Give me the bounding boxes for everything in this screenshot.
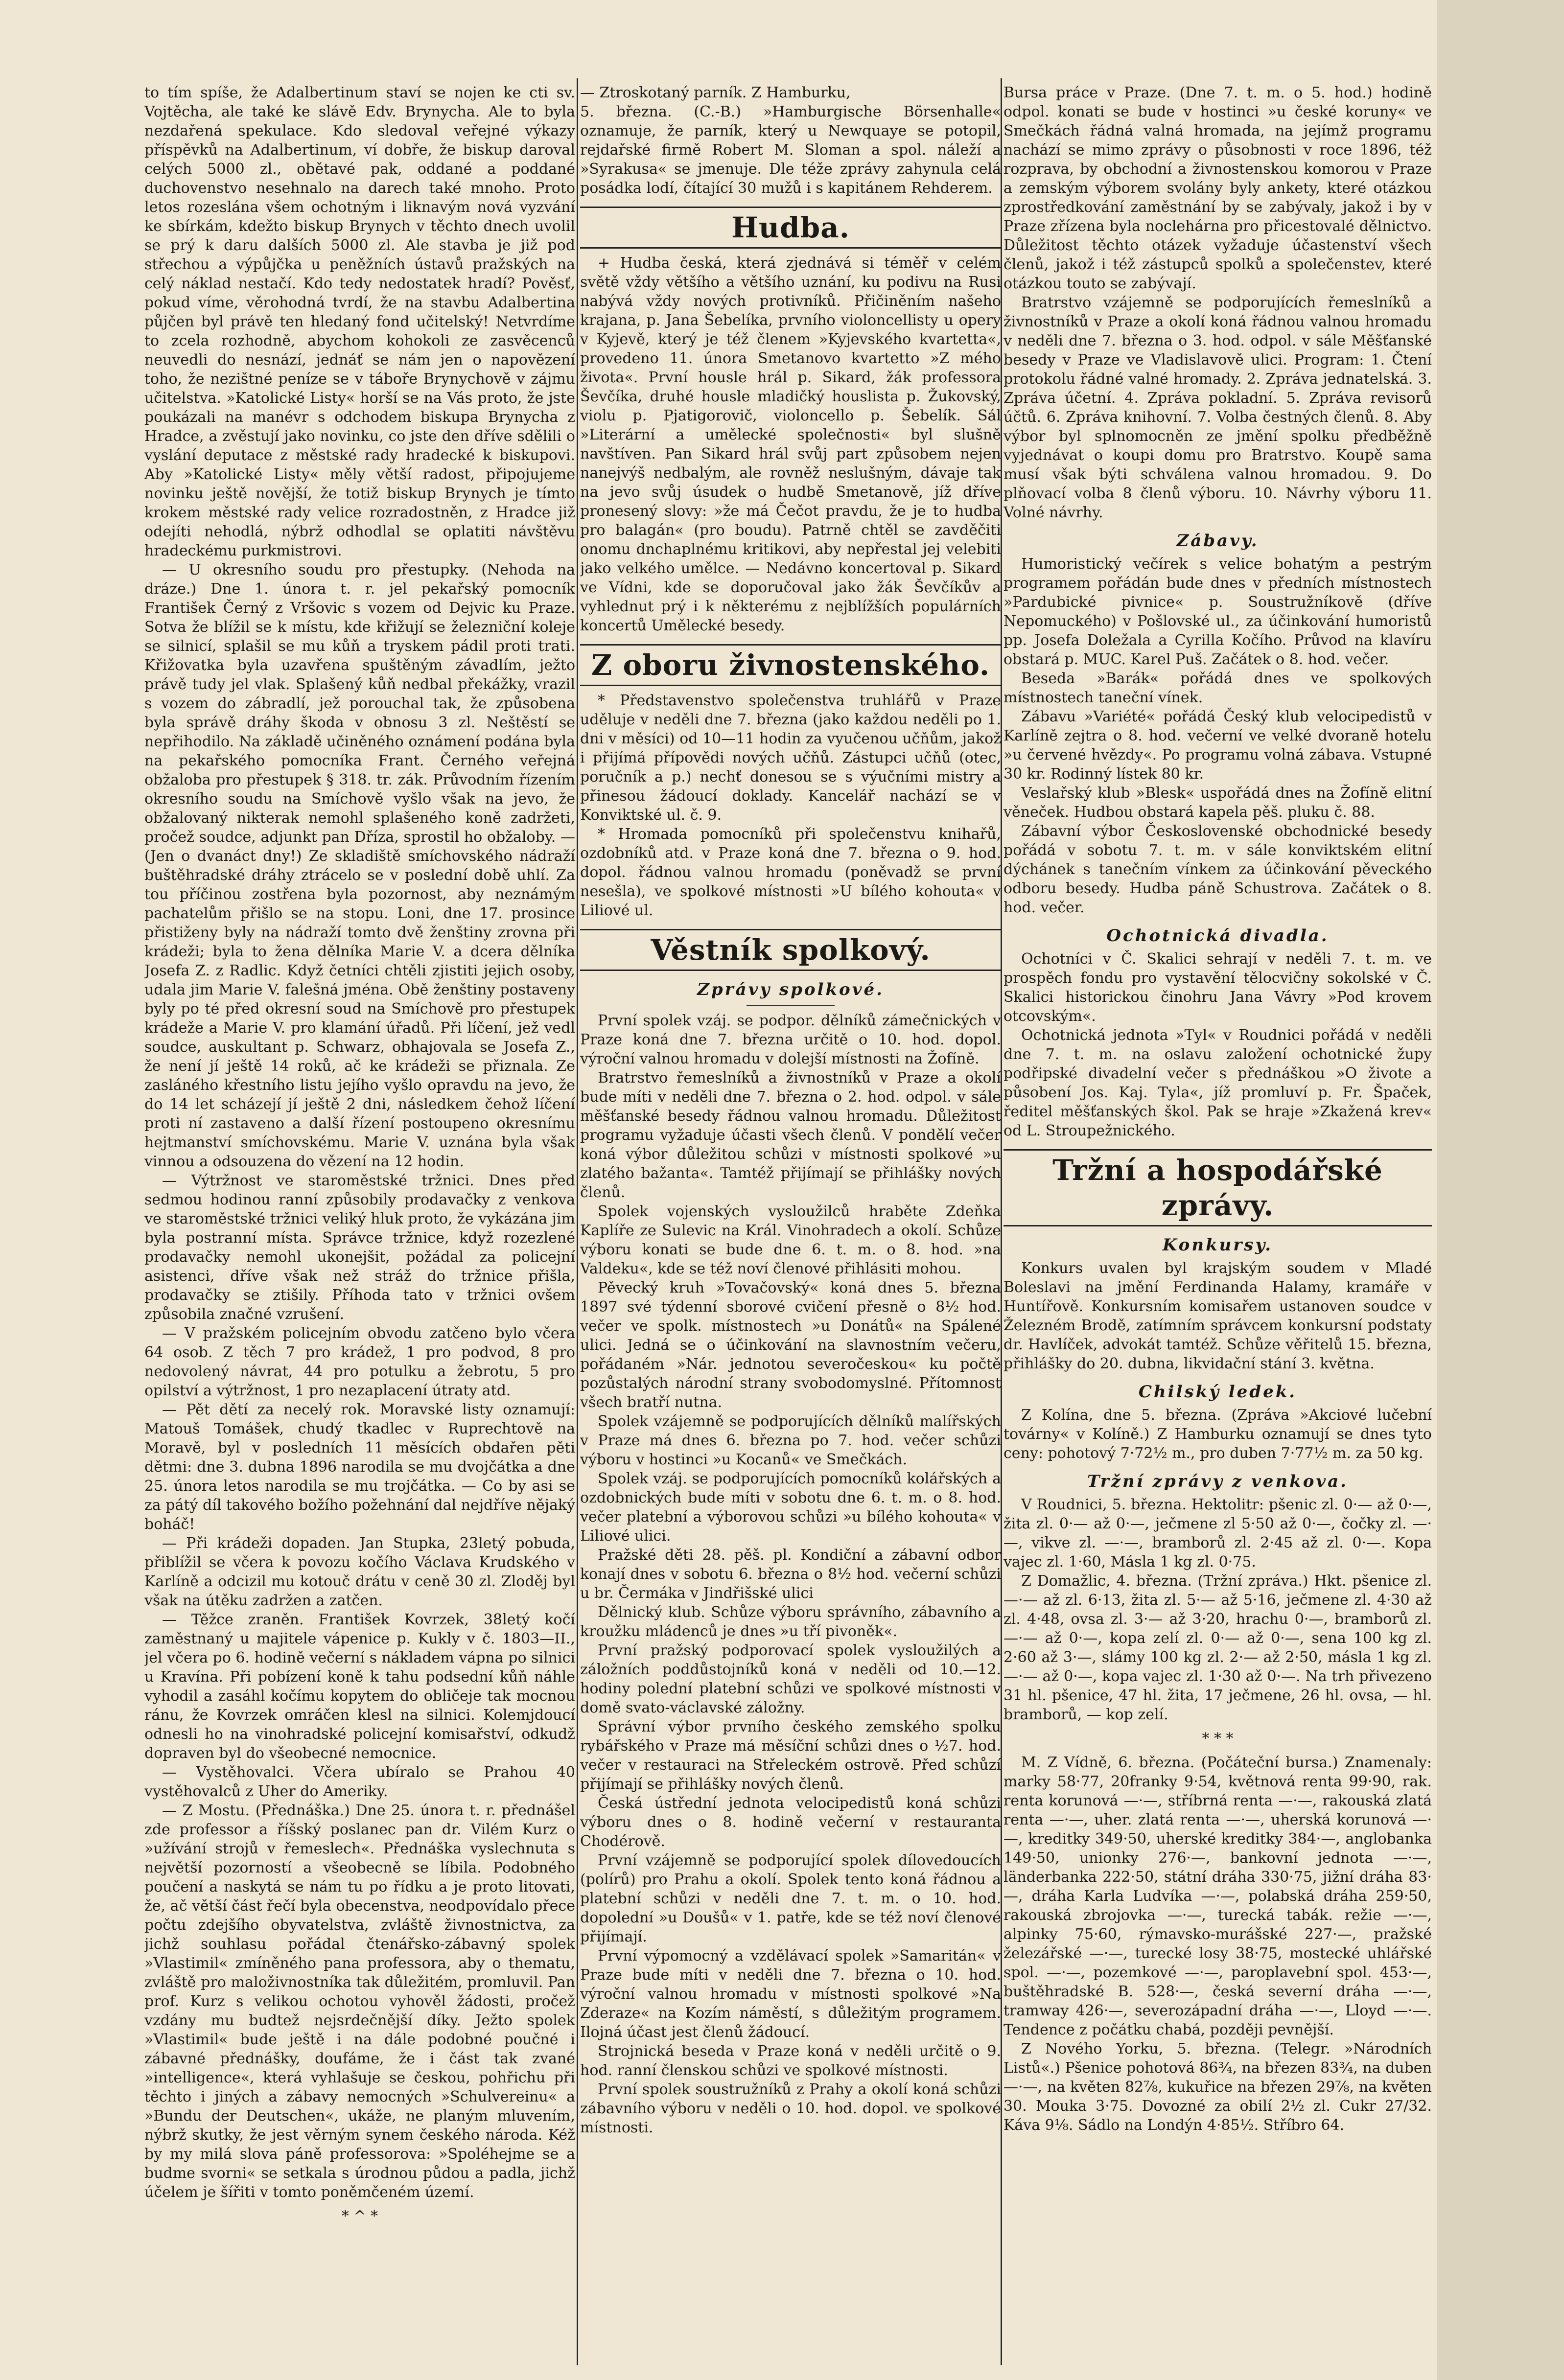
article-paragraph: V Roudnici, 5. března. Hektolitr: pšenic zl. 0·— až 0·—, žita zl. 0·— až 0·—, ječmene zl 5·50 až 0·—, čočky zl. —·—, vikve zl. —·—, bramborů zl. 2·45 až zl. 0·—. Kopa vajec zl. 1·60, Másla 1 kg zl. 0·75. <box>1004 1496 1432 1571</box>
section-separator-stars: * * * <box>1202 1730 1234 1747</box>
article-paragraph: 5. března. (C.-B.) »Hamburgische Börsenhalle« oznamuje, že parník, který u Newquaye se potopil, rejdařské firmě Robert M. Sloman a spol. náleží a »Syrakusa« se jmenuje. Dle téže zprávy zahynula celá posádka lodí, čítající 30 mužů i s kapitánem Rehderem. <box>580 103 1001 197</box>
article-paragraph: Dělnický klub. Schůze výboru správního, zábavního a kroužku mládenců je dnes »u tří pivoněk«. <box>580 1604 1001 1640</box>
article-paragraph: * Hromada pomocníků při společenstvu knihařů, ozdobníků atd. v Praze koná dne 7. března o 9. hod. dopol. řádnou valnou hromadu (poněvadž se první nesešla), ve spolkové místnosti »U bílého kohouta« v Liliové ul. <box>580 826 1001 919</box>
page-margin-edge <box>1437 0 1564 2380</box>
article-paragraph: Spolek vojenských vysloužilců hraběte Zdeňka Kaplíře ze Sulevic na Král. Vinohradech a okolí. Schůze výboru konati se bude dne 6. t. m. o 8. hod. »na Valdeku«, kde se též noví členové přihlásiti mohou. <box>580 1203 1001 1277</box>
article-paragraph: — Ztroskotaný parník. Z Hamburku, <box>580 84 851 101</box>
article-paragraph: Beseda »Barák« pořádá dnes ve spolkových místnostech taneční vínek. <box>1004 670 1432 706</box>
article-paragraph: První spolek vzáj. se podpor. dělníků zámečnických v Praze koná dne 7. března určitě o 10. hod. dopol. výroční valnou hromadu v dolejší místnosti na Žofíně. <box>580 1012 1001 1067</box>
short-divider <box>747 1005 835 1006</box>
article-paragraph: Česká ústřední jednota velocipedistů koná schůzi výboru dnes o 8. hodině večerní v restauranta Chodérově. <box>580 1795 1001 1850</box>
article-paragraph: — Z Mostu. (Přednáška.) Dne 25. února t. r. přednášel zde professor a říšský poslanec pan dr. Vilém Kurz o »užívání strojů v řemeslech«. Přednáška vyslechnuta s největší pozorností a všeobecně se líbila. Podobného poučení a naskytá se nám tu po řídku a je proto litovati, že, ač větší část řečí byla obecenstva, neodpovídalo přece počtu zdejšího obyvatelstva, zvláště živnostnictva, za jichž souhlasu pořádal čtenářsko-zábavný spolek »Vlastimil« zmíněného pana professora, aby o thematu, zvláště pro maloživnostníka tak důležitém, promluvil. Pan prof. Kurz s velikou ochotou vyhověl žádosti, pročež vzdány mu budtež nejsrdečnější díky. Ježto spolek »Vlastimil« bude ještě i na dále podobné poučné i zábavné přednášky, doufáme, že i část tak zvané »intelligence«, která vyhlašuje se českou, pohřichu při těchto i jiných a zábavy nemocných »Schulvereinu« a »Bundu der Deutschen«, ukáže, ne planým mluvením, nýbrž skutky, že jest věrným synem českého národa. Kéž by my milá slova páně professorova: »Spoléhejme se a budme svorni« se setkala s úrodnou půdou a padla, jichž účelem je šířiti v tomto poněmčeném území. <box>144 1802 575 2201</box>
article-paragraph: Bratrstvo řemeslníků a živnostníků v Praze a okolí bude míti v neděli dne 7. března o 2. hod. odpol. v sále měšťanské besedy řádnou valnou hromadu. Důležitost programu vyžaduje účasti všech členů. V pondělí večer koná výbor důležitou schůzi v místnosti spolkové »u zlatého bažanta«. Tamtéž přijímají se přihlášky nových členů. <box>580 1069 1001 1201</box>
subheading-zpravy-spolkove: Zprávy spolkové. <box>697 980 884 999</box>
article-paragraph: Z Nového Yorku, 5. března. (Telegr. »Národních Listů«.) Pšenice pohotová 86¾, na březen 83¾, na duben —·—, na květen 82⅞, kukuřice na březen 29⅞, na květen 30. Mouka 3·75. Dovozné za obilí 2½ zl. Cukr 27/32. Káva 9⅛. Sádlo na Londýn 4·85½. Stříbro 64. <box>1004 2040 1432 2134</box>
article-paragraph: M. Z Vídně, 6. března. (Počáteční bursa.) Znamenaly: marky 58·77, 20franky 9·54, květnová renta 99·90, rak. renta korunová —·—, stříbrná renta —·—, rakouská zlatá renta —·—, uher. zlatá renta —·—, uherská korunová —·—, kreditky 349·50, uherské kreditky 384·—, anglobanka 149·50, unionky 276·—, bankovní jednota —·—, länderbanka 222·50, státní dráha 330·75, jižní dráha 83·—, dráha Karla Ludvíka —·—, polabská dráha 259·50, rakouská zbrojovka —·—, turecká tabák. režie —·—, alpinky 75·60, rýmavsko-murášské 227·—, pražské železářské —·—, turecké losy 38·75, mostecké uhlářské spol. —·—, pozemkové —·—, paroplavební spol. 453·—, buštěhradské B. 528·—, česká severní dráha —·—, tramway 426·—, severozápadní dráha —·—, Lloyd —·—. Tendence z počátku chabá, později pevnější. <box>1004 1754 1432 2038</box>
article-paragraph: — U okresního soudu pro přestupky. (Nehoda na dráze.) Dne 1. února t. r. jel pekařský pomocník František Černý z Vršovic s vozem od Dejvic ku Praze. Sotva že blížil se k místu, kde křižují se železniční koleje se silnicí, splašil se mu kůň a tryskem pádil proti trati. Křižovatka byla uzavřena spuštěným závadlím, ježto právě tudy jel vlak. Splašený kůň nedbal překážky, vrazil s vozem do zábradlí, jež porouchal tak, že způsobena byla správě dráhy škoda v obnosu 3 zl. Neštěstí se nepřihodilo. Na základě učiněného oznámení podána byla na pekařského pomocníka Frant. Černého veřejná obžaloba pro přestupek § 318. tr. zák. Průvodním řízením okresního soudu na Smíchově vyšlo však na jevo, že obžalovaný nikterak nemohl splašeného koně zadržeti, pročež soudce, adjunkt pan Dříza, sprostil ho obžaloby. — (Jen o dvanáct dny!) Ze skladiště smíchovského nádraží buštěhradské dráhy ztrácelo se v poslední době uhlí. Za tou příčinou zostřena byla pozornost, aby neznámým pachatelům přišlo se na stopu. Loni, dne 17. prosince přistiženy byly na nádraží tomto dvě ženštiny zrovna při krádeži; byla to žena dělníka Marie V. a dcera dělníka Josefa Z. z Radlic. Když četníci chtěli zjistiti jejich osoby, udala jim Marie V. falešná jména. Obě ženštiny postaveny byly po té před okresní soud na Smíchově pro přestupek krádeže a Marie V. pro klamání úřadů. Při líčení, jež vedl soudce, auskultant p. Schwarz, obhajovala se Josefa Z., že není jí ještě 14 roků, ač ke krádeži se přiznala. Ze zasláného křestního listu jejího vyšlo opravdu na jevo, že do 14 let scházejí jí ještě 2 dni, následkem čehož líčení proti ní zastaveno a další řízení postoupeno okresnímu hejtmanství smíchovskému. Marie V. uznána byla však vinnou a odsouzena do vězení na 12 hodin. <box>144 561 575 1170</box>
article-paragraph: Strojnická beseda v Praze koná v neděli určitě o 9. hod. ranní členskou schůzi ve spolkové místnosti. <box>580 2043 1001 2079</box>
section-heading-hudba: Hudba. <box>580 207 1001 249</box>
article-paragraph: První vzájemně se podporující spolek dílovedoucích (polírů) pro Prahu a okolí. Spolek tento koná řádnou a platební schůzi v neděli dne 7. t. m. o 10. hod. dopolední »u Doušů« v 1. patře, kde se též noví členové přijímají. <box>580 1852 1001 1945</box>
article-paragraph: — Vystěhovalci. Včera ubíralo se Prahou 40 vystěhovalců z Uher do Ameriky. <box>144 1764 575 1800</box>
article-paragraph: První pražský podporovací spolek vysloužilých a záložních poddůstojníků koná v neděli od 10.—12. hodiny polední platební schůzi ve spolkové místnosti v domě svato-václavské záložny. <box>580 1642 1001 1716</box>
subheading-trzni-zpravy-venkov: Tržní zprávy z venkova. <box>1087 1472 1348 1491</box>
article-paragraph: + Hudba česká, která zjednává si téměř v celém světě vždy většího a většího uznání, ku podivu na Rusi nabývá vždy nových protivníků. Přičiněním našeho krajana, p. Jana Šebelíka, prvního violoncellisty u opery v Kyjevě, který je též členem »Kyjevského kvartetta«, provedeno 11. února Smetanovo kvartetto »Z mého života«. První housle hrál p. Sikard, žák professora Ševčíka, druhé housle mladičký houslista p. Žukovský, violu p. Pjatigorovič, violoncello p. Šebelík. Sál »Literární a umělecké společnosti« byl slušně navštíven. Pan Sikard hrál svůj part způsobem nejen nanejvýš nedbalým, ale rovněž neslušným, dávaje tak na jevo svůj úsudek o hudbě Smetanově, jíž dříve pronesený slovy: »že má Čečot pravdu, že je to hudba pro balagán« (pro boudu). Patrně chtěl se zavděčiti onomu dnchaplnému kritikovi, aby nepřestal jej velebiti jako velkého umělce. — Nedávno koncertoval p. Sikard ve Vídni, kde se doporučoval jako žák Ševčíkův a vyhlednut prý i k některému z nejblížších populárních koncertů Umělecké besedy. <box>580 254 1001 634</box>
article-paragraph: Pražské děti 28. pěš. pl. Kondiční a zábavní odbor konají dnes v sobotu 6. března o 8½ hod. večerní schůzi u br. Čermáka v Jindřišské ulici <box>580 1547 1001 1602</box>
article-paragraph: Správní výbor prvního českého zemského spolku rybářského v Praze má měsíční schůzi dnes o ½7. hod. večer v restauraci na Střeleckém ostrově. Před schůzí přijímají se přihlášky nových členů. <box>580 1718 1001 1793</box>
article-paragraph: to tím spíše, že Adalbertinum staví se nojen ke cti sv. Vojtěcha, ale také ke slávě Edv. Brynycha. Ale to byla nezdařená spekulace. Kdo sledoval veřejné výkazy příspěvků na Adalbertinum, ví dobře, že biskup daroval celých 5000 zl., obětavé pak, oddané a poddané duchovenstvo nesehnalo na darech také mnoho. Proto letos rozeslána všem ochotným i liknavým nová vyzvání ke sbírkám, kdežto biskup Brynych v těchto dnech uvolil se prý k daru dalších 5000 zl. Ale stavba je již pod střechou a výpůjčka u peněžních ústavů pražských na celý náklad nestačí. Kdo tedy nedostatek hradí? Pověsť, pokud víme, věrohodná tvrdí, že na stavbu Adalbertina půjčen byl právě ten hledaný fond učitelský! Netvrdíme to zcela rozhodně, abychom kohokoli ze zasvěcenců neuvedli do nesnází, jednáť se nám jen o napovězení toho, že nezištné peníze se v táboře Brynychově v zájmu učitelstva. »Katolické Listy« horší se na Vás proto, že jste poukázali na manévr s odchodem biskupa Brynycha z Hradce, a zvěstují jako novinku, co jste den dříve sdělili o vyslání deputace z městské rady hradecké k biskupovi. Aby »Katolické Listy« měly větší radost, připojujeme novinku ještě novější, že totiž biskup Brynych je tímto krokem městské rady velice rozradostněn, z Hradce již odejíti nehodlá, nýbrž odhodlal se oplatiti návštěvu hradeckému purkmistrovi. <box>144 84 575 559</box>
section-separator-stars: * ^ * <box>341 2208 378 2225</box>
article-paragraph: První spolek soustružníků z Prahy a okolí koná schůzi zábavního výboru v neděli o 10. hod. dopol. ve spolkové místnosti. <box>580 2081 1001 2136</box>
article-paragraph: — Pět dětí za necelý rok. Moravské listy oznamují: Matouš Tomášek, chudý tkadlec v Ruprechtově na Moravě, byl v posledních 11 měsících obdařen pěti dětmi: dne 3. dubna 1896 narodila se mu dvojčátka a dne 25. února letos narodila se mu trojčátka. — Co by asi se za pátý díl takového božího požehnání dal nejdříve nějaký boháč! <box>144 1401 575 1533</box>
section-heading-vestnik: Věstník spolkový. <box>580 929 1001 971</box>
subheading-ochotnicka-divadla: Ochotnická divadla. <box>1106 926 1329 946</box>
article-paragraph: Spolek vzáj. se podporujících pomocníků kolářských a ozdobnických bude míti v sobotu dne 6. t. m. o 8. hod. večer platební a výborovou schůzi »u bílého kohouta« v Liliové ulici. <box>580 1470 1001 1545</box>
column-rule-left <box>577 78 578 2365</box>
article-paragraph: Z Kolína, dne 5. března. (Zpráva »Akciové lučební továrny« v Kolíně.) Z Hamburku oznamují se dnes tyto ceny: pohotový 7·72½ m., pro duben 7·77½ m. za 50 kg. <box>1004 1407 1432 1462</box>
column-right <box>1004 83 1432 2365</box>
subheading-konkursy: Konkursy. <box>1162 1235 1273 1255</box>
article-paragraph: * Představenstvo společenstva truhlářů v Praze uděluje v neděli dne 7. března (jako každou neděli po 1. dni v měsíci) od 10—11 hodin za vyučenou učňům, jakož i přijímá přípovědi nových učňů. Zástupci učňů (otec, poručník a p.) nechť donesou se s výučními mistry a přinesou žádoucí doklady. Kancelář nachází se v Konviktské ul. č. 9. <box>580 692 1001 824</box>
article-paragraph: — Těžce zraněn. František Kovrzek, 38letý kočí zaměstnaný u majitele vápenice p. Kukly v č. 1803—II., jel včera po 6. hodině večerní s nákladem vápna po silnici u Kravína. Při pobízení koně k tahu podsední kůň náhle vyhodil a zasáhl kočímu kopytem do obličeje tak mocnou ránu, že Kovrzek omráčen klesl na silnici. Kolemjdoucí odnesli ho na vinohradské policejní komisařství, odkudž dopraven byl do všeobecné nemocnice. <box>144 1611 575 1762</box>
article-paragraph: Pěvecký kruh »Tovačovský« koná dnes 5. března 1897 své týdenní sborové cvičení přesně o 8½ hod. večer ve spolk. místnostech »u Donátů« na Spálené ulici. Jedná se o účinkování na slavnostním večeru, pořádaném »Nár. jednotou severočeskou« ku počtě pozůstalých národní strany svobodomyslné. Přítomnost všech bratří nutna. <box>580 1279 1001 1411</box>
article-paragraph: Konkurs uvalen byl krajským soudem v Mladé Boleslavi na jmění Ferdinanda Halamy, kramáře v Huntířově. Konkursním komisařem ustanoven soudce v Železném Brodě, zatímním správcem konkursní podstaty dr. Havlíček, advokát tamtéž. Schůze věřitelů 15. března, přihlášky do 20. dubna, likvidační stání 3. května. <box>1004 1260 1432 1372</box>
article-paragraph: Ochotnická jednota »Tyl« v Roudnici pořádá v neděli dne 7. t. m. na oslavu založení ochotnické župy podřipské divadelní večer s přednáškou »O živote a působení Jos. Kaj. Tyla«, jíž promluví p. Fr. Špaček, ředitel měšťanských škol. Pak se hraje »Zkažená krev« od L. Stroupežnického. <box>1004 1027 1432 1139</box>
article-paragraph: Spolek vzájemně se podporujících dělníků malířských v Praze má dnes 6. března po 7. hod. večer schůzi výboru v hostinci »u Kocanů« ve Smečkách. <box>580 1413 1001 1468</box>
section-heading-trzni: Tržní a hospodářské zprávy. <box>1004 1149 1432 1226</box>
article-paragraph: — Výtržnost ve staroměstské tržnici. Dnes před sedmou hodinou ranní způsobily prodavačky z venkova ve staroměstské tržnici veliký hluk proto, že vykázána jim byla postranní místa. Správce tržnice, když rozezlené prodavačky nemohl ukonejšit, požádal za policejní asistenci, dříve však než stráž do tržnice přišla, prodavačky se ztišily. Příhoda tato v tržnici ovšem způsobila značné vzrušení. <box>144 1172 575 1323</box>
article-paragraph: Humoristický večírek s velice bohatým a pestrým programem pořádán bude dnes v předních místnostech »Pardubické pivnice« p. Soustružníkově (dříve Nepomuckého) v Pošlovské ul., za účinkování humoristů pp. Josefa Doležala a Cyrilla Kočího. Průvod na klavíru obstará p. MUC. Karel Puš. Začátek o 8. hod. večer. <box>1004 555 1432 668</box>
article-paragraph: Bratrstvo vzájemně se podporujících řemeslníků a živnostníků v Praze a okolí koná řádnou valnou hromadu v neděli dne 7. března o 3. hod. odpol. v sále Měšťanské besedy v Praze ve Vladislavově ulici. Program: 1. Čtení protokolu řádné valné hromady. 2. Zpráva jednatelská. 3. Zpráva účetní. 4. Zpráva pokladní. 5. Zpráva revisorů účtů. 6. Zpráva knihovní. 7. Volba čestných členů. 8. Aby výbor byl splnomocněn ze jmění spolku předběžně vyjednávat o koupi domu pro Bratrstvo. Koupě sama musí však býti schválena valnou hromadou. 9. Do plňovací volba 8 členů výboru. 10. Návrhy výboru 11. Volné návrhy. <box>1004 294 1432 521</box>
column-middle <box>580 83 1001 2365</box>
article-paragraph: Zábavu »Variété« pořádá Český klub velocipedistů v Karlíně zejtra o 8. hod. večerní ve velké dvoraně hotelu »u červené hvězdy«. Po programu volná zábava. Vstupné 30 kr. Rodinný lístek 80 kr. <box>1004 708 1432 783</box>
article-paragraph: — Při krádeži dopaden. Jan Stupka, 23letý pobuda, přiblížil se včera k povozu kočího Václava Krudského v Karlíně a odcizil mu kotouč drátu v ceně 30 zl. Zloděj byl však na útěku zadržen a zatčen. <box>144 1535 575 1609</box>
section-heading-zivnostensky: Z oboru živnostenského. <box>580 644 1001 686</box>
article-paragraph: Veslařský klub »Blesk« uspořádá dnes na Žofíně elitní věneček. Hudbou obstará kapela pěš. pluku č. 88. <box>1004 785 1432 821</box>
article-paragraph: Zábavní výbor Československé obchodnické besedy pořádá v sobotu 7. t. m. v sále konviktském elitní dýchánek s tanečním vínkem za účinkování pěveckého odboru besedy. Hudba páně Schustrova. Začátek o 8. hod. večer. <box>1004 823 1432 916</box>
subheading-chilsky-ledek: Chilský ledek. <box>1138 1382 1297 1402</box>
article-paragraph: První výpomocný a vzdělávací spolek »Samaritán« v Praze bude míti v neděli dne 7. března o 10. hod. výroční valnou hromadu v místnosti spolkové »Na Zderaze« na Kozím náměstí, s důležitým programem. Ilojná účast jest členů žádoucí. <box>580 1947 1001 2041</box>
subheading-zabavy: Zábavy. <box>1176 531 1259 551</box>
article-paragraph: Bursa práce v Praze. (Dne 7. t. m. o 5. hod.) hodině odpol. konati se bude v hostinci »u české koruny« ve Smečkách řádná valná hromada, na jejímž programu nachází se mimo zprávy o působnosti v roce 1896, též rozprava, by obchodní a živnostenskou komorou v Praze a zemským výborem svolány byly ankety, které otázkou zprostředkování zaměstnání by se zabývaly, jakož i by v Praze zřízena byla noclehárna pro přicestovalé dělnictvo. Důležitost těchto otázek vyžaduje účastenství všech členů, jakož i též zástupců spolků a společenstev, které otázkou touto se zabývají. <box>1004 84 1432 292</box>
column-left <box>144 83 575 2365</box>
article-paragraph: Z Domažlic, 4. března. (Tržní zpráva.) Hkt. pšenice zl. —·— až zl. 6·13, žita zl. 5·— až 5·16, ječmene zl. 4·30 až zl. 4·48, ovsa zl. 3·— až 3·20, hrachu 0·—, bramborů zl. —·— až 0·—, kopa zelí zl. 0·— až 0·—, sena 100 kg zl. 2·60 až 3·—, slámy 100 kg zl. 2·— až 2·50, másla 1 kg zl. —·— až 0·—, kopa vajec zl. 1·30 až 0·—. Na trh přivezeno 31 hl. pšenice, 47 hl. žita, 17 ječmene, 26 hl. ovsa, — hl. bramborů, — kop zelí. <box>1004 1572 1432 1723</box>
article-paragraph: — V pražském policejním obvodu zatčeno bylo včera 64 osob. Z těch 7 pro krádež, 1 pro podvod, 8 pro nedovolený návrat, 44 pro potulku a žebrotu, 5 pro opilství a výtržnost, 1 pro nezaplacení útraty atd. <box>144 1325 575 1399</box>
article-paragraph: Ochotníci v Č. Skalici sehrají v neděli 7. t. m. ve prospěch fondu pro vystavění tělocvičny sokolské v Č. Skalici historickou činohru Jana Vávry »Pod krovem otcovským«. <box>1004 950 1432 1025</box>
